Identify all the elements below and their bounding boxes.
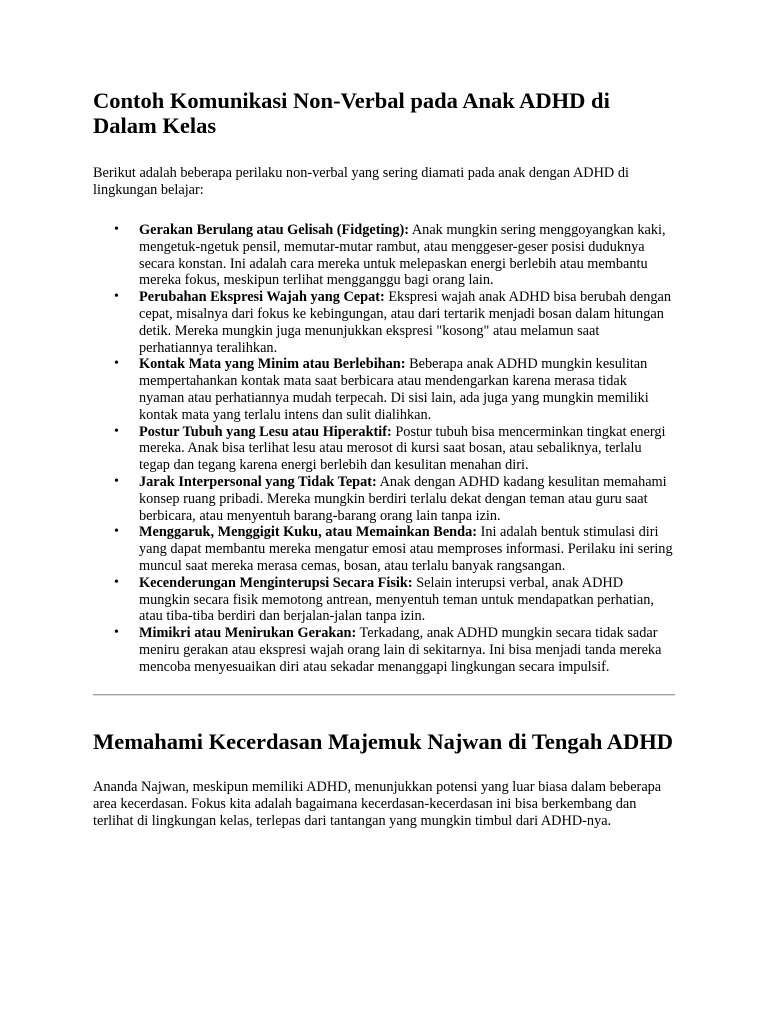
section-paragraph: Ananda Najwan, meskipun memiliki ADHD, menunjukkan potensi yang luar biasa dalam beberapa area kecerdasan. Fokus kita adalah bagaimana kecerdasan-kecerdasan ini bisa berkembang dan terlihat di lingkungan kelas, terlepas dari tantangan yang mungkin timbul dari ADHD-nya. bbox=[93, 778, 662, 829]
list-item-term: Gerakan Berulang atau Gelisah (Fidgeting): bbox=[139, 222, 410, 238]
list-item-term: Kontak Mata yang Minim atau Berlebihan: bbox=[139, 356, 406, 373]
list-item-term: Postur Tubuh yang Lesu atau Hiperaktif: bbox=[139, 423, 392, 440]
list-item bbox=[139, 289, 675, 356]
section-title-nonverbal: Contoh Komunikasi Non-Verbal pada Anak ADHD di Dalam Kelas bbox=[93, 88, 610, 138]
list-item-term: Menggaruk, Menggigit Kuku, atau Memainkan Benda: bbox=[139, 524, 477, 541]
list-item-desc: Anak mungkin sering menggoyangkan kaki, mengetuk-ngetuk pensil, memutar-mutar rambut, atau menggeser-geser posisi duduknya secara konstan. Ini adalah cara mereka untuk melepaskan energi berlebih atau membantu mereka fokus, meskipun terlihat mengganggu bagi orang lain. bbox=[139, 222, 666, 289]
section-intro: Berikut adalah beberapa perilaku non-verbal yang sering diamati pada anak dengan ADHD di lingkungan belajar: bbox=[93, 165, 629, 198]
list-item-desc: Postur tubuh bisa mencerminkan tingkat energi mereka. Anak bisa terlihat lesu atau merosot di kursi saat bosan, atau sebaliknya, terlalu tegap dan tegang karena energi berlebih dan kesulitan menahan diri. bbox=[139, 423, 666, 474]
list-item-term: Jarak Interpersonal yang Tidak Tepat: bbox=[139, 473, 377, 490]
list-item bbox=[139, 474, 675, 524]
list-item bbox=[139, 625, 675, 675]
list-item bbox=[139, 222, 675, 289]
list-item bbox=[139, 356, 675, 423]
list-item-desc: Terkadang, anak ADHD mungkin secara tidak sadar meniru gerakan atau ekspresi wajah orang lain di sekitarnya. Ini bisa menjadi tanda mereka mencoba menyesuaikan diri atau sekadar menanggapi lingkungan secara impulsif. bbox=[139, 625, 662, 675]
behavior-list bbox=[93, 222, 675, 676]
list-item bbox=[139, 575, 675, 625]
list-item bbox=[139, 424, 675, 474]
list-item-term: Kecenderungan Menginterupsi Secara Fisik: bbox=[139, 574, 413, 591]
list-item-term: Mimikri atau Menirukan Gerakan: bbox=[139, 625, 357, 642]
list-item-desc: Ini adalah bentuk stimulasi diri yang dapat membantu mereka mengatur emosi atau memproses informasi. Perilaku ini sering muncul saat mereka merasa cemas, bosan, atau terlalu banyak rangsangan. bbox=[139, 524, 673, 574]
list-item bbox=[139, 524, 675, 574]
list-item-desc: Anak dengan ADHD kadang kesulitan memahami konsep ruang pribadi. Mereka mungkin berdiri terlalu dekat dengan teman atau guru saat berbicara, atau menyentuh barang-barang orang lain tanpa izin. bbox=[139, 473, 667, 524]
section-divider bbox=[93, 694, 675, 696]
list-item-desc: Ekspresi wajah anak ADHD bisa berubah dengan cepat, misalnya dari fokus ke kebingungan, atau dari tertarik menjadi bosan dalam hitungan detik. Mereka mungkin juga menunjukkan ekspresi "kosong" atau melamun saat perhatiannya teralihkan. bbox=[139, 289, 672, 356]
list-item-term: Perubahan Ekspresi Wajah yang Cepat: bbox=[139, 289, 385, 306]
list-item-desc: Beberapa anak ADHD mungkin kesulitan mempertahankan kontak mata saat berbicara atau mendengarkan karena merasa tidak nyaman atau perhatiannya mudah terpecah. Di sisi lain, ada juga yang mungkin memiliki kontak mata yang terlalu intens dan sulit dialihkan. bbox=[139, 356, 649, 423]
section-title-multiple-intelligence: Memahami Kecerdasan Majemuk Najwan di Tengah ADHD bbox=[93, 728, 674, 754]
list-item-desc: Selain interupsi verbal, anak ADHD mungkin secara fisik memotong antrean, menyentuh teman untuk mendapatkan perhatian, atau tiba-tiba berdiri dan berjalan-jalan tanpa izin. bbox=[139, 574, 654, 625]
